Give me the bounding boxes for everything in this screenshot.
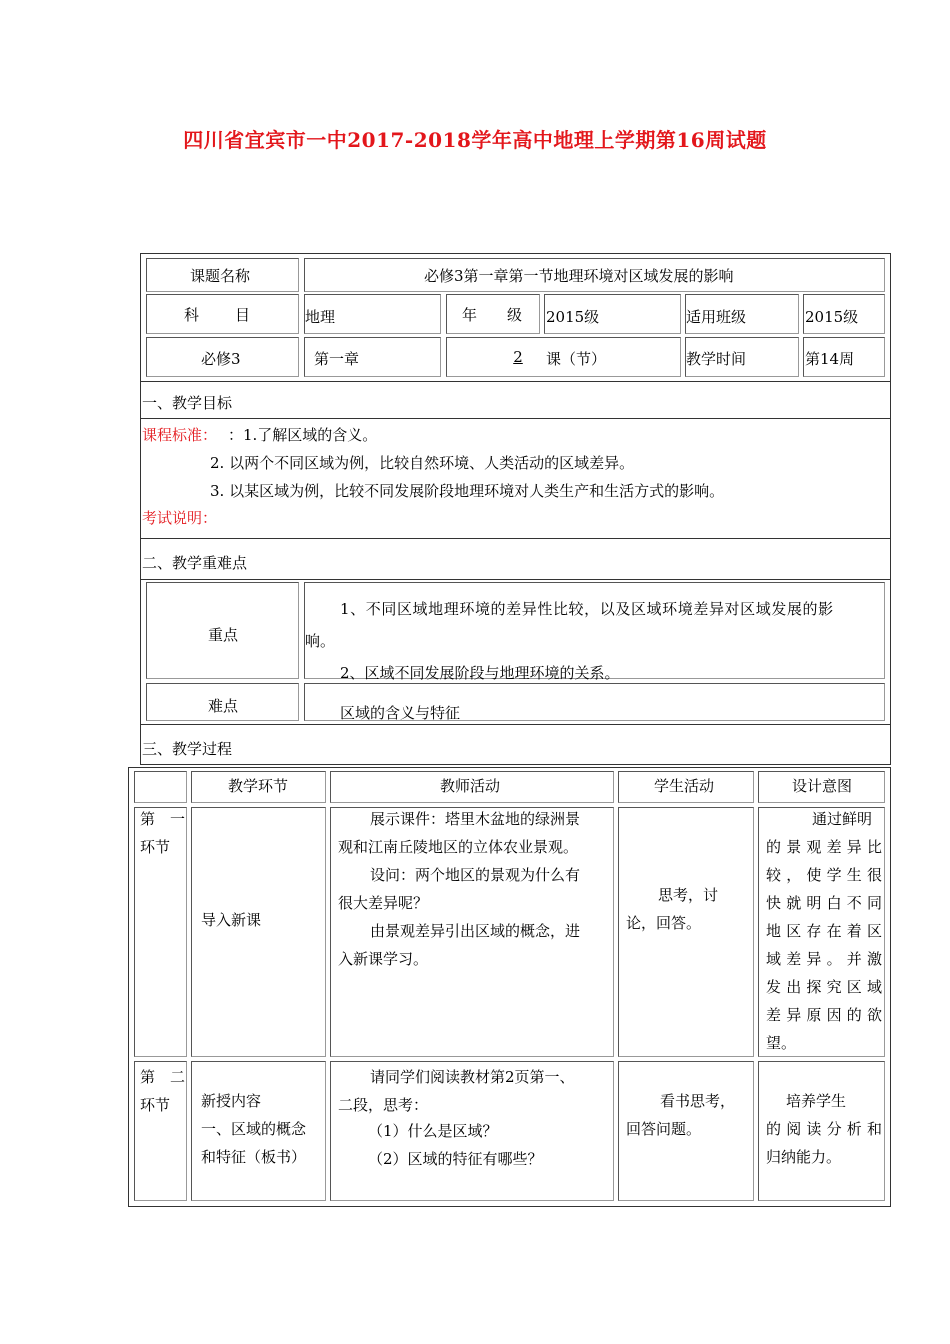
divider — [140, 579, 891, 580]
segment-label: 导入新课 — [201, 911, 262, 929]
col-header-student: 学生活动 — [654, 777, 715, 795]
col-header-teacher: 教师活动 — [440, 777, 501, 795]
lesson-count-unit: 课（节） — [546, 350, 607, 368]
divider — [140, 724, 891, 725]
difficulty-heading: 二、教学重难点 — [142, 554, 248, 572]
teacher-activity-line: 很大差异呢？ — [338, 894, 429, 912]
course-name-label: 课题名称 — [190, 267, 251, 285]
chapter-value: 第一章 — [314, 350, 360, 368]
key-point-line: 响。 — [305, 632, 336, 650]
teacher-activity-line: （1）什么是区域？ — [368, 1122, 498, 1140]
divider — [140, 381, 891, 382]
teacher-activity-line: 展示课件：塔里木盆地的绿洲景 — [370, 810, 581, 828]
time-value: 第14周 — [805, 350, 855, 368]
student-activity-line: 论，回答。 — [626, 914, 702, 932]
col-header-segment: 教学环节 — [228, 777, 289, 795]
design-intent-line: 发出探究区域 — [766, 978, 882, 996]
design-intent-line: 域差异。并激 — [766, 950, 882, 968]
divider — [140, 418, 891, 419]
key-point-label: 重点 — [208, 626, 239, 644]
process-heading: 三、教学过程 — [142, 740, 233, 758]
course-standard-item: 2. 以两个不同区域为例，比较自然环境、人类活动的区域差异。 — [210, 454, 635, 472]
course-name-value: 必修3第一章第一节地理环境对区域发展的影响 — [424, 267, 734, 285]
design-intent-line: 望。 — [766, 1034, 797, 1052]
course-standard-item: ：1.了解区域的含义。 — [228, 426, 378, 444]
key-point-line: 1、不同区域地理环境的差异性比较，以及区域环境差异对区域发展的影 — [340, 600, 834, 618]
course-standard-label: 课程标准： — [142, 426, 218, 444]
design-intent-line: 的景观差异比 — [766, 838, 882, 856]
segment-label: 一、区域的概念 — [201, 1120, 307, 1138]
teacher-activity-line: 观和江南丘陵地区的立体农业景观。 — [338, 838, 579, 856]
segment-label: 新授内容 — [201, 1092, 262, 1110]
document-title: 四川省宜宾市一中2017-2018学年高中地理上学期第16周试题 — [183, 128, 767, 152]
design-intent-line: 地区存在着区 — [766, 922, 882, 940]
teacher-activity-line: 请同学们阅读教材第2页第一、 — [370, 1068, 575, 1086]
book-value: 必修3 — [201, 350, 241, 368]
goals-heading: 一、教学目标 — [142, 394, 233, 412]
teacher-activity-line: 入新课学习。 — [338, 950, 429, 968]
teacher-activity-line: 二段，思考： — [338, 1096, 429, 1114]
step-label: 第 二 — [140, 1068, 186, 1086]
teacher-activity-line: （2）区域的特征有哪些？ — [368, 1150, 543, 1168]
teacher-activity-line: 设问：两个地区的景观为什么有 — [370, 866, 581, 884]
grade-value: 2015级 — [546, 308, 600, 326]
student-activity-line: 思考，讨 — [658, 886, 719, 904]
segment-cell — [191, 807, 326, 1057]
class-label: 适用班级 — [686, 308, 747, 326]
hard-point-value: 区域的含义与特征 — [340, 704, 461, 722]
class-value: 2015级 — [805, 308, 859, 326]
col-blank-cell — [134, 771, 187, 803]
step-label: 环节 — [140, 838, 171, 856]
exam-description-label: 考试说明： — [142, 509, 218, 527]
col-header-intent: 设计意图 — [792, 777, 853, 795]
student-activity-line: 回答问题。 — [626, 1120, 702, 1138]
design-intent-line: 培养学生 — [786, 1092, 847, 1110]
hard-point-label: 难点 — [208, 697, 239, 715]
design-intent-line: 差异原因的欲 — [766, 1006, 882, 1024]
step-label: 第 一 — [140, 810, 186, 828]
time-label: 教学时间 — [686, 350, 747, 368]
student-activity-line: 看书思考， — [660, 1092, 736, 1110]
design-intent-line: 通过鲜明 — [812, 810, 873, 828]
subject-value: 地理 — [305, 308, 336, 326]
step-label: 环节 — [140, 1096, 171, 1114]
design-intent-line: 归纳能力。 — [766, 1148, 842, 1166]
divider — [140, 538, 891, 539]
grade-label: 年 级 — [462, 306, 523, 324]
subject-label: 科 目 — [184, 306, 253, 324]
design-intent-line: 的阅读分析和 — [766, 1120, 882, 1138]
design-intent-line: 较，使学生很 — [766, 866, 882, 884]
key-point-line: 2、区域不同发展阶段与地理环境的关系。 — [340, 664, 620, 682]
teacher-activity-line: 由景观差异引出区域的概念，进 — [370, 922, 581, 940]
segment-label: 和特征（板书） — [201, 1148, 307, 1166]
lesson-count-value: 2 — [513, 348, 523, 366]
design-intent-line: 快就明白不同 — [766, 894, 882, 912]
course-standard-item: 3. 以某区域为例，比较不同发展阶段地理环境对人类生产和生活方式的影响。 — [210, 482, 725, 500]
